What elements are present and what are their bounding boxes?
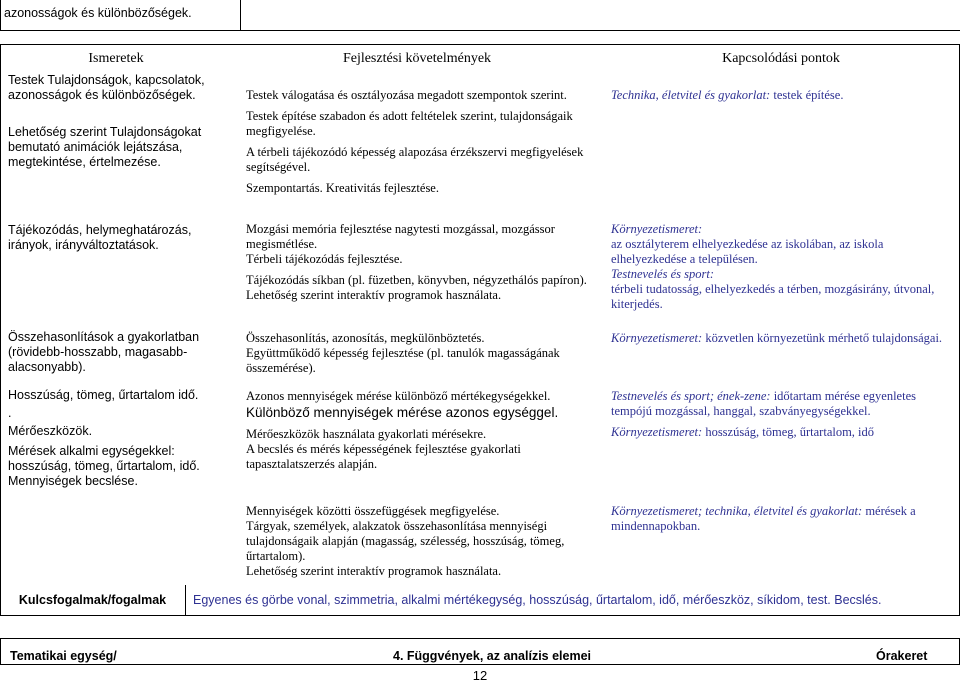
row1-col1-line2: Lehetőség szerint Tulajdonságokat bemutató animációk lejátszása, megtekintése, értelmezése. [8, 125, 202, 169]
row4-col3-subject1: Testnevelés és sport; ének-zene: [611, 389, 771, 403]
row1-kapcsolodas [611, 88, 951, 103]
row4-col1-line1: Hosszúság, tömeg, űrtartalom idő. [8, 388, 199, 402]
row1-col2-line1: Testek válogatása és osztályozása megadott szempontok szerint. [246, 88, 567, 102]
top-cell-text: azonosságok és különbözőségek. [4, 6, 192, 20]
row1-col2-line3: A térbeli tájékozódó képesség alapozása érzékszervi megfigyelések segítségével. [246, 145, 584, 174]
footer-table-bottom-border [0, 664, 960, 665]
row5-col2-line3: Lehetőség szerint interaktív programok használata. [246, 564, 502, 578]
footer-table-top-border [0, 638, 960, 639]
top-bottom-border [0, 30, 960, 31]
row4-ismeretek [8, 388, 230, 489]
row2-col1-line1: Tájékozódás, helymeghatározás, irányok, irányváltoztatások. [8, 223, 192, 252]
row4-col3-text1: időtartam mérése egyenletes tempójú mozgással, hanggal, szabványegységekkel. [611, 389, 916, 418]
row1-col3-subject: Technika, életvitel és gyakorlat: [611, 88, 771, 102]
row1-col2-line4: Szempontartás. Kreativitás fejlesztése. [246, 181, 439, 195]
row2-col2-line4: Lehetőség szerint interaktív programok használata. [246, 288, 502, 302]
row3-ismeretek [8, 330, 230, 375]
row1-col1-line1: Testek Tulajdonságok, kapcsolatok, azonosságok és különbözőségek. [8, 73, 205, 102]
footer-table-left-border [0, 638, 1, 665]
row1-fejlesztes [246, 88, 602, 196]
footer-unit-title: 4. Függvények, az analízis elemei [393, 649, 592, 663]
footer-thematic-label: Tematikai egység/ [10, 649, 117, 663]
row2-col3-text2: térbeli tudatosság, elhelyezkedés a térben, mozgásirány, útvonal, kiterjedés. [611, 282, 935, 311]
row4-col2-line2: Különböző mennyiségek mérése azonos egységgel. [246, 405, 559, 420]
row1-ismeretek [8, 73, 230, 170]
header-ismeretek: Ismeretek [88, 51, 144, 66]
row3-col3-subject: Környezetismeret: [611, 331, 703, 345]
row3-col2-line1: Összehasonlítás, azonosítás, megkülönböztetés. [246, 331, 485, 345]
keywords-divider [185, 585, 186, 615]
row2-col2-line2: Térbeli tájékozódás fejlesztése. [246, 252, 403, 266]
row4-col2-line4: A becslés és mérés képességének fejlesztése gyakorlati tapasztalatszerzés alapján. [246, 442, 521, 471]
row4-col3-subject2: Környezetismeret: [611, 425, 703, 439]
row4-col1-line4: Mérések alkalmi egységekkel: hosszúság, tömeg, űrtartalom, idő. [8, 444, 200, 473]
row3-col2-line2: Együttműködő képesség fejlesztése (pl. tanulók magasságának összemérése). [246, 346, 560, 375]
row4-col1-line3: Mérőeszközök. [8, 424, 93, 438]
row2-fejlesztes [246, 222, 602, 303]
row4-col3-text2: hosszúság, tömeg, űrtartalom, idő [702, 425, 875, 439]
main-table-left-border [0, 44, 1, 616]
header-kapcsolodasi-pontok: Kapcsolódási pontok [722, 51, 840, 66]
row5-kapcsolodas [611, 504, 951, 534]
row1-col2-line2: Testek építése szabadon és adott feltételek szerint, tulajdonságaik megfigyelése. [246, 109, 573, 138]
row4-col1-line2: . [8, 406, 12, 420]
row5-col2-line1: Mennyiségek közötti összefüggések megfigyelése. [246, 504, 500, 518]
row3-fejlesztes [246, 331, 602, 376]
row3-col1-line1: Összehasonlítások a gyakorlatban (rövidebb-hosszabb, magasabb-alacsonyabb). [8, 330, 200, 374]
row4-kapcsolodas [611, 389, 951, 440]
row5-col3-text: mérések a mindennapokban. [611, 504, 916, 533]
keywords-label: Kulcsfogalmak/fogalmak [18, 593, 167, 607]
row2-col2-line1: Mozgási memória fejlesztése nagytesti mozgással, mozgássor megismétlése. [246, 222, 555, 251]
row3-col3-text: közvetlen környezetünk mérhető tulajdonságai. [702, 331, 943, 345]
row2-ismeretek [8, 223, 230, 253]
footer-hours-label: Órakeret [876, 649, 928, 663]
row4-col2-line1: Azonos mennyiségek mérése különböző mértékegységekkel. [246, 389, 551, 403]
row4-col2-line3: Mérőeszközök használata gyakorlati mérésekre. [246, 427, 487, 441]
keywords-text: Egyenes és görbe vonal, szimmetria, alkalmi mértékegység, hosszúság, űrtartalom, idő, mérőeszköz, síkidom, test. Becslés. [193, 593, 882, 607]
row2-col3-subject1: Környezetismeret: [611, 222, 703, 236]
main-table-bottom-border [0, 615, 960, 616]
page-number: 12 [472, 668, 488, 683]
row2-kapcsolodas [611, 222, 951, 312]
row1-col3-text: testek építése. [770, 88, 844, 102]
row2-col3-subject2: Testnevelés és sport: [611, 267, 714, 281]
row3-kapcsolodas [611, 331, 951, 346]
row5-col2-line2: Tárgyak, személyek, alakzatok összehasonlítása mennyiségi tulajdonságaik alapján (magasság, szélesség, hosszúság, tömeg, űrtartalom). [246, 519, 565, 563]
row2-col3-text1: az osztályterem elhelyezkedése az iskolában, az iskola elhelyezkedése a településen. [611, 237, 884, 266]
top-mid-border [240, 0, 241, 30]
row5-fejlesztes [246, 504, 602, 579]
row4-col1-line5: Mennyiségek becslése. [8, 474, 138, 488]
header-fejlesztesi-kovetelmenyek: Fejlesztési követelmények [342, 51, 492, 66]
top-left-border [0, 0, 1, 30]
row2-col2-line3: Tájékozódás síkban (pl. füzetben, könyvben, négyzethálós papíron). [246, 273, 587, 287]
row4-fejlesztes [246, 389, 602, 472]
main-table-top-border [0, 44, 960, 45]
row5-col3-subject: Környezetismeret; technika, életvitel és gyakorlat: [611, 504, 863, 518]
